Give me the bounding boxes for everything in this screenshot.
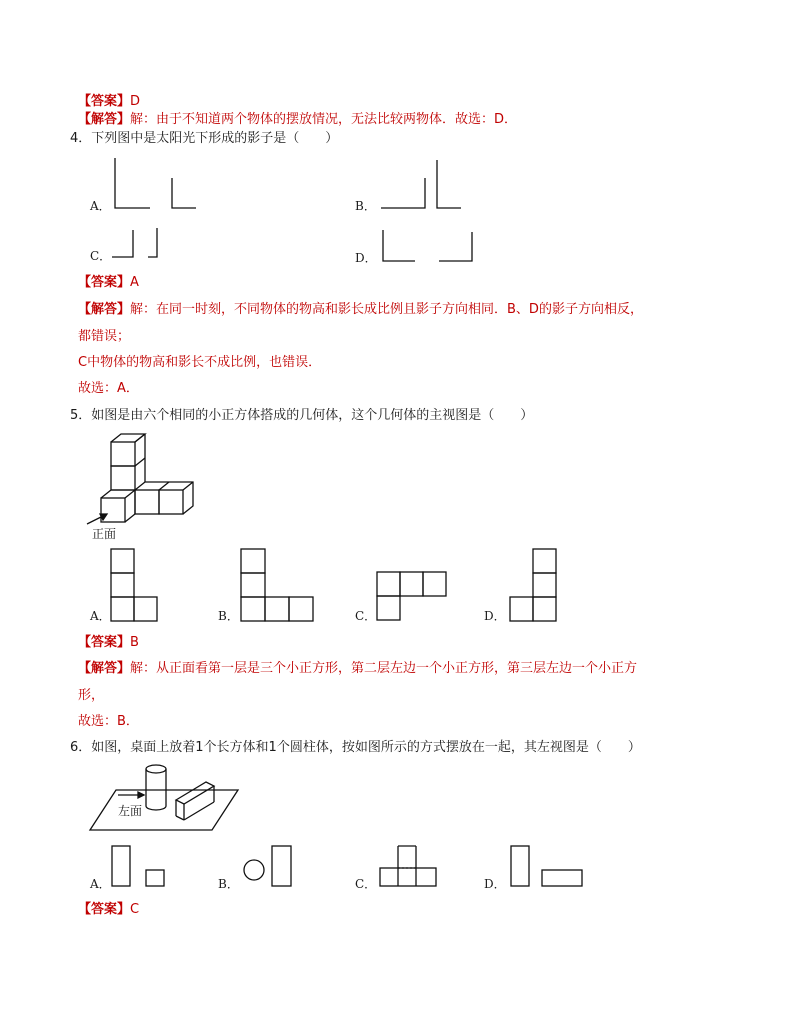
q5-answer-line (78, 634, 139, 652)
q6-option-d: D． (484, 877, 506, 891)
answer-tag: 【答案】 (78, 275, 131, 290)
q4-answer-line (78, 274, 139, 292)
q4-option-c: C． (90, 249, 112, 263)
q5-view-d (505, 545, 575, 625)
q5-analysis-line-2: 形， (78, 688, 105, 703)
q5-solid-figure (85, 432, 215, 542)
q5-analysis-line-1 (78, 660, 637, 678)
q5-view-c (372, 568, 462, 628)
q6-option-a: A． (90, 877, 111, 891)
q4-conclusion: 故选：A． (78, 381, 139, 396)
q6-option-b: B． (218, 877, 239, 891)
q6-option-c: C． (355, 877, 377, 891)
analysis-tag: 【解答】 (78, 661, 131, 676)
q4-analysis-line-3: C中物体的物高和影长不成比例，也错误． (78, 355, 322, 370)
q4-figure-c (105, 218, 185, 268)
q4-figure-b (375, 155, 475, 215)
q4-option-a: A． (90, 199, 111, 213)
q4-option-b: B． (355, 199, 376, 213)
answer-tag: 【答案】 (78, 94, 131, 109)
q5-front-label: 正面 (92, 527, 117, 541)
q4-option-d: D． (355, 251, 377, 265)
q6-left-label: 左面 (118, 804, 143, 818)
q5-conclusion: 故选：B． (78, 714, 139, 729)
q4-figure-d (375, 218, 485, 268)
q3-analysis: 解：由于不知道两个物体的摆放情况，无法比较两物体．故选：D． (130, 112, 518, 127)
q6-view-c (375, 842, 445, 892)
q4-stem: 4．下列图中是太阳光下形成的影子是（ ） (70, 131, 339, 146)
q6-view-d (505, 842, 585, 892)
q5-view-b (238, 545, 328, 625)
q3-analysis-line (78, 111, 517, 129)
q6-answer: C (130, 902, 140, 917)
q5-option-c: C． (355, 609, 377, 623)
q4-figure-a (110, 155, 210, 215)
analysis-tag: 【解答】 (78, 112, 131, 127)
q6-view-a (108, 842, 168, 892)
q4-answer: A (130, 275, 139, 290)
q3-answer-line (78, 93, 140, 111)
q6-view-b (240, 842, 300, 892)
analysis-tag: 【解答】 (78, 302, 131, 317)
answer-tag: 【答案】 (78, 635, 131, 650)
q3-answer: D (130, 94, 141, 109)
q6-stem: 6．如图，桌面上放着1个长方体和1个圆柱体，按如图所示的方式摆放在一起，其左视图是（ ） (70, 740, 641, 755)
q4-analysis-line-2: 都错误； (78, 329, 131, 344)
q4-analysis-line-1 (78, 301, 643, 319)
q5-answer: B (130, 635, 139, 650)
q5-option-a: A． (90, 609, 111, 623)
q5-option-d: D． (484, 609, 506, 623)
q6-answer-line (78, 901, 139, 919)
q5-view-a (108, 545, 168, 625)
answer-tag: 【答案】 (78, 902, 131, 917)
q4-analysis-1: 解：在同一时刻，不同物体的物高和影长成比例且影子方向相同．B、D的影子方向相反， (130, 302, 643, 317)
q6-solid-figure (88, 762, 248, 842)
q5-option-b: B． (218, 609, 239, 623)
q5-analysis-1: 解：从正面看第一层是三个小正方形，第二层左边一个小正方形，第三层左边一个小正方 (130, 661, 638, 676)
q5-stem: 5．如图是由六个相同的小正方体搭成的几何体，这个几何体的主视图是（ ） (70, 408, 534, 423)
